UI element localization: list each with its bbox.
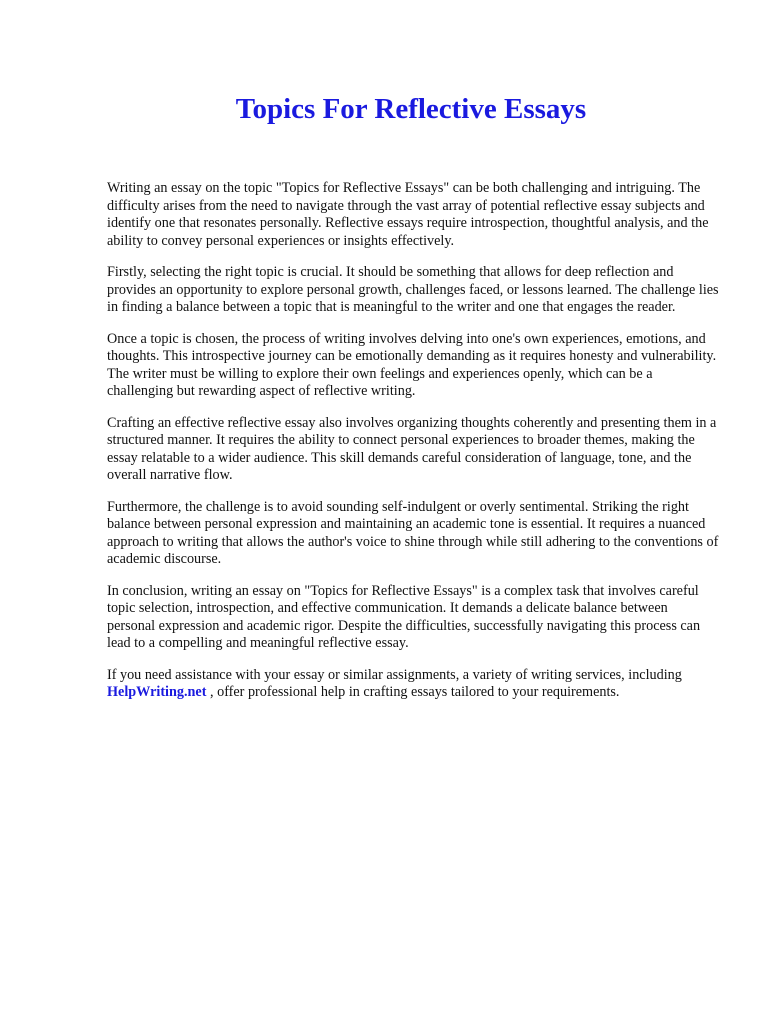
paragraph-closing: [107, 667, 719, 702]
paragraph-conclusion: In conclusion, writing an essay on "Topics for Reflective Essays" is a complex task that involves careful topic selection, introspection, and effective communication. It demands a delicate balance between personal expression and academic rigor. Despite the difficulties, successfully navigating this process can lead to a compelling and meaningful reflective essay.: [107, 582, 701, 651]
paragraph-challenge: Furthermore, the challenge is to avoid sounding self-indulgent or overly sentimental. Striking the right balance between personal expression and maintaining an academic tone is essential. It requires a nuanced approach to writing that allows the author's voice to shine through while still adhering to the conventions of academic discourse.: [107, 498, 719, 567]
paragraph-crafting: Crafting an effective reflective essay also involves organizing thoughts coherently and presenting them in a structured manner. It requires the ability to connect personal experiences to broader themes, making the essay relatable to a wider audience. This skill demands careful consideration of language, tone, and the overall narrative flow.: [107, 414, 717, 483]
paragraph-topic-selection: Firstly, selecting the right topic is crucial. It should be something that allows for deep reflection and provides an opportunity to explore personal growth, challenges faced, or lessons learned. The challenge lies in finding a balance between a topic that is meaningful to the writer and one that engages the reader.: [107, 264, 719, 315]
essay-body: [107, 180, 719, 716]
page-title: Topics For Reflective Essays: [235, 93, 587, 125]
closing-text-after: , offer professional help in crafting essays tailored to your requirements.: [206, 684, 620, 700]
paragraph-writing-process: Once a topic is chosen, the process of writing involves delving into one's own experiences, emotions, and thoughts. This introspective journey can be emotionally demanding as it requires honesty and vulnerability. The writer must be willing to explore their own feelings and experiences openly, which can be a challenging but rewarding aspect of reflective writing.: [107, 330, 717, 399]
closing-text-before: If you need assistance with your essay or similar assignments, a variety of writing services, including: [107, 666, 682, 683]
helpwriting-link[interactable]: HelpWriting.net: [107, 684, 207, 700]
paragraph-intro: Writing an essay on the topic "Topics for Reflective Essays" can be both challenging and intriguing. The difficulty arises from the need to navigate through the vast array of potential reflective essay subjects and identify one that resonates personally. Reflective essays require introspection, thoughtful analysis, and the ability to convey personal experiences or insights effectively.: [107, 180, 709, 249]
